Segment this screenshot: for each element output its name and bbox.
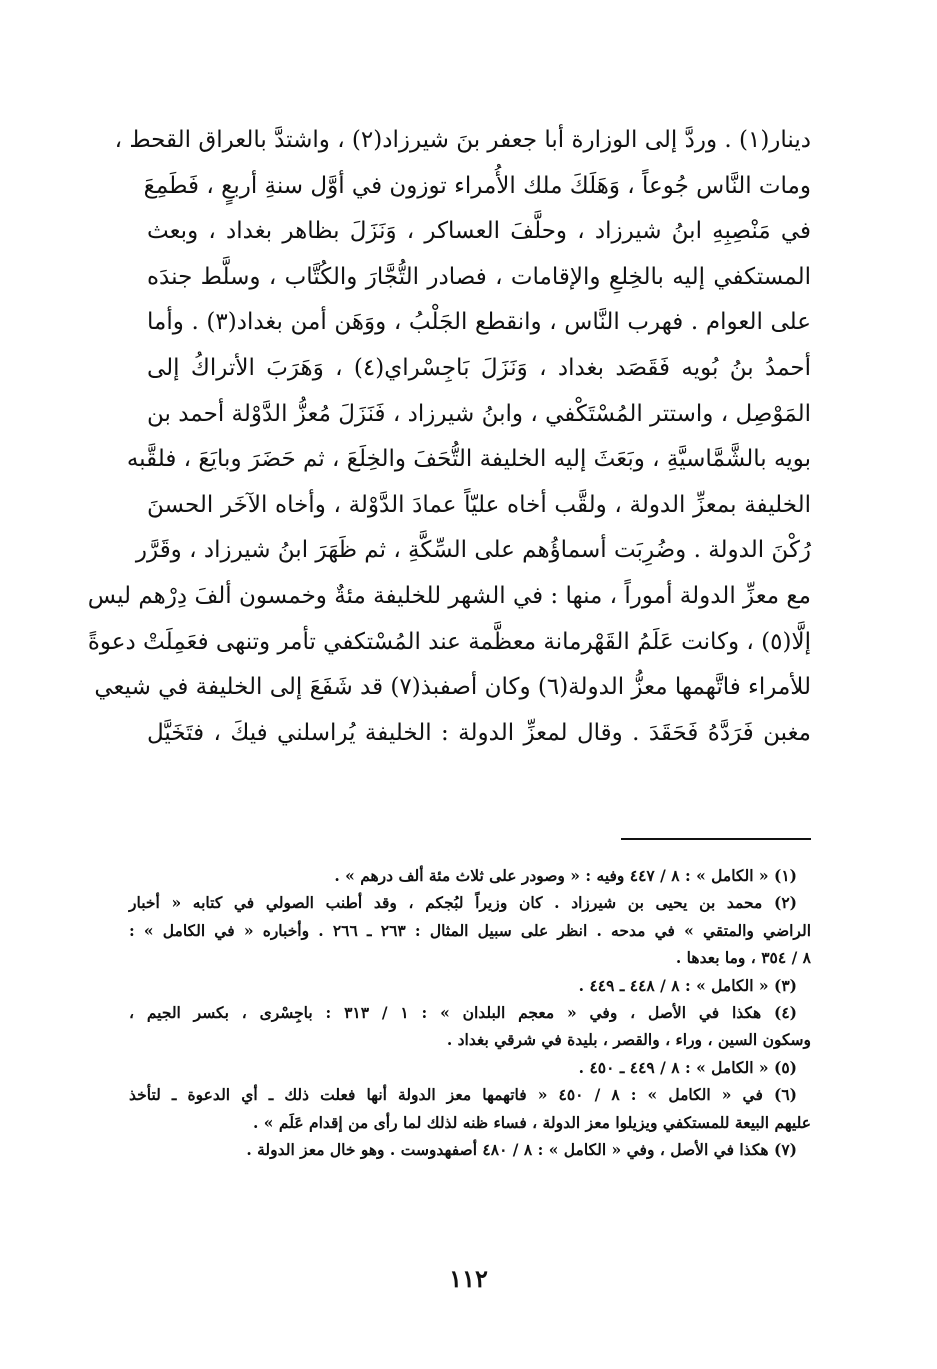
body-line: رُكْنَ الدولة . وضُرِبَت أسماؤُهم على السِّكَّةِ ، ثم ظَهَرَ ابنُ شيرزاد ، وقَرَّر [135, 537, 811, 564]
body-line: إلَّا(٥) ، وكانت عَلَمُ القَهْرمانة معظَّمة عند المُسْتكفي تأمر وتنهى فعَمِلَتْ دعوةً [87, 628, 811, 655]
body-line: على العوام . فهرب النَّاس ، وانقطع الجَلْبُ ، ووَهَن أمن بغداد(٣) . وأما [147, 309, 811, 336]
body-line: الخليفة بمعزِّ الدولة ، ولقَّب أخاه عليّاً عمادَ الدَّوْلة ، وأخاه الآخَر الحسنَ [147, 491, 811, 518]
footnote-line: الراضي والمتقي » في مدحه . انظر على سبيل المثال : ٢٦٣ ـ ٢٦٦ . وأخباره « في الكامل » : [129, 920, 812, 940]
footnote-line: (٤) هكذا في الأصل ، وفي « معجم البلدان » : ١ / ٣١٣ : باجِسْرى ، بكسر الجيم ، [129, 1002, 797, 1022]
body-line: في مَنْصِبِهِ ابنُ شيرزاد ، وحلَّفَ العساكر ، وَنَزَلَ بظاهر بغداد ، وبعث [147, 218, 811, 245]
body-line: المستكفي إليه بالخِلعِ والإقامات ، فصادر التُّجَّارَ والكُتَّاب ، وسلَّط جندَه [147, 263, 811, 290]
footnote-line: (١) « الكامل » : ٨ / ٤٤٧ وفيه : « وصودر على ثلاث مئة ألف درهم » . [334, 866, 797, 885]
footnote-line: (٦) في « الكامل » : ٨ / ٤٥٠ « فاتهمها معز الدولة أنها فعلت ذلك ـ أي الدعوة ـ لتأخذ [129, 1085, 797, 1105]
body-line: مغبن فَرَدَّهُ فَحَقَدَ . وقال لمعزِّ الدولة : الخليفة يُراسلني فيكَ ، فتَخَيَّل [147, 719, 811, 746]
body-line: أحمدُ بنُ بُويه فَقَصَد بغداد ، وَنَزَلَ بَاجِسْراي(٤) ، وَهَرَبَ الأتراكُ إلى [147, 354, 812, 381]
page-number: ١١٢ [449, 1264, 488, 1293]
body-line: ومات النَّاس جُوعاً ، وَهَلَكَ ملك الأُمراء توزون في أوَّل سنةِ أربعٍ ، فَطَمِعَ [143, 172, 811, 199]
footnotes-section [129, 862, 811, 1163]
body-line: دينار(١) . وردَّ إلى الوزارة أبا جعفر بنَ شيرزاد(٢) ، واشتدَّ بالعراق القحط ، [114, 127, 811, 153]
body-line: المَوْصِل ، واستتر المُسْتَكْفي ، وابنُ شيرزاد ، فَنَزَلَ مُعزُّ الدَّوْلة أحمد بن [147, 400, 811, 427]
main-text [87, 118, 812, 756]
footnote-line: (٧) هكذا في الأصل ، وفي « الكامل » : ٨ / ٤٨٠ أصفهدوست . وهو خال معز الدولة . [246, 1139, 797, 1159]
footnote-line: ٨ / ٣٥٤ ، وما بعدها . [675, 948, 811, 968]
footnote-line: (٣) « الكامل » : ٨ / ٤٤٨ ـ ٤٤٩ . [578, 975, 797, 995]
footnote-line: وسكون السين ، وراء ، والقصر ، بليدة في شرقي بغداد . [446, 1030, 811, 1050]
body-line: مع معزِّ الدولة أموراً ، منها : في الشهر للخليفة مئةٌ وخمسون ألفَ دِرْهم ليس [87, 582, 811, 609]
footnote-line: (٥) « الكامل » : ٨ / ٤٤٩ ـ ٤٥٠ . [578, 1057, 797, 1077]
body-line: للأمراء فاتَّهمها معزُّ الدولة(٦) وكان أصفبذ(٧) قد شَفَعَ إلى الخليفة في شيعي [94, 674, 811, 701]
footnote-line: (٢) محمد بن يحيى بن شيرزاد . كان وزيراً لبُجكم ، وقد أطنب الصولي في كتابه « أخبار [129, 893, 797, 913]
body-line: بويه بالشَّمَّاسيَّةِ ، وبَعَثَ إليه الخليفة التُّحَفَ والخِلَعَ ، ثم حَضَرَ وبايَعَ ، فلقَّبه [126, 446, 811, 473]
footnote-line: عليهم البيعة للمستكفي ويزيلوا معز الدولة ، فساء ظنه لذلك لما رأى من إقدام عَلَم » . [253, 1112, 811, 1132]
footnote-divider [621, 838, 811, 840]
